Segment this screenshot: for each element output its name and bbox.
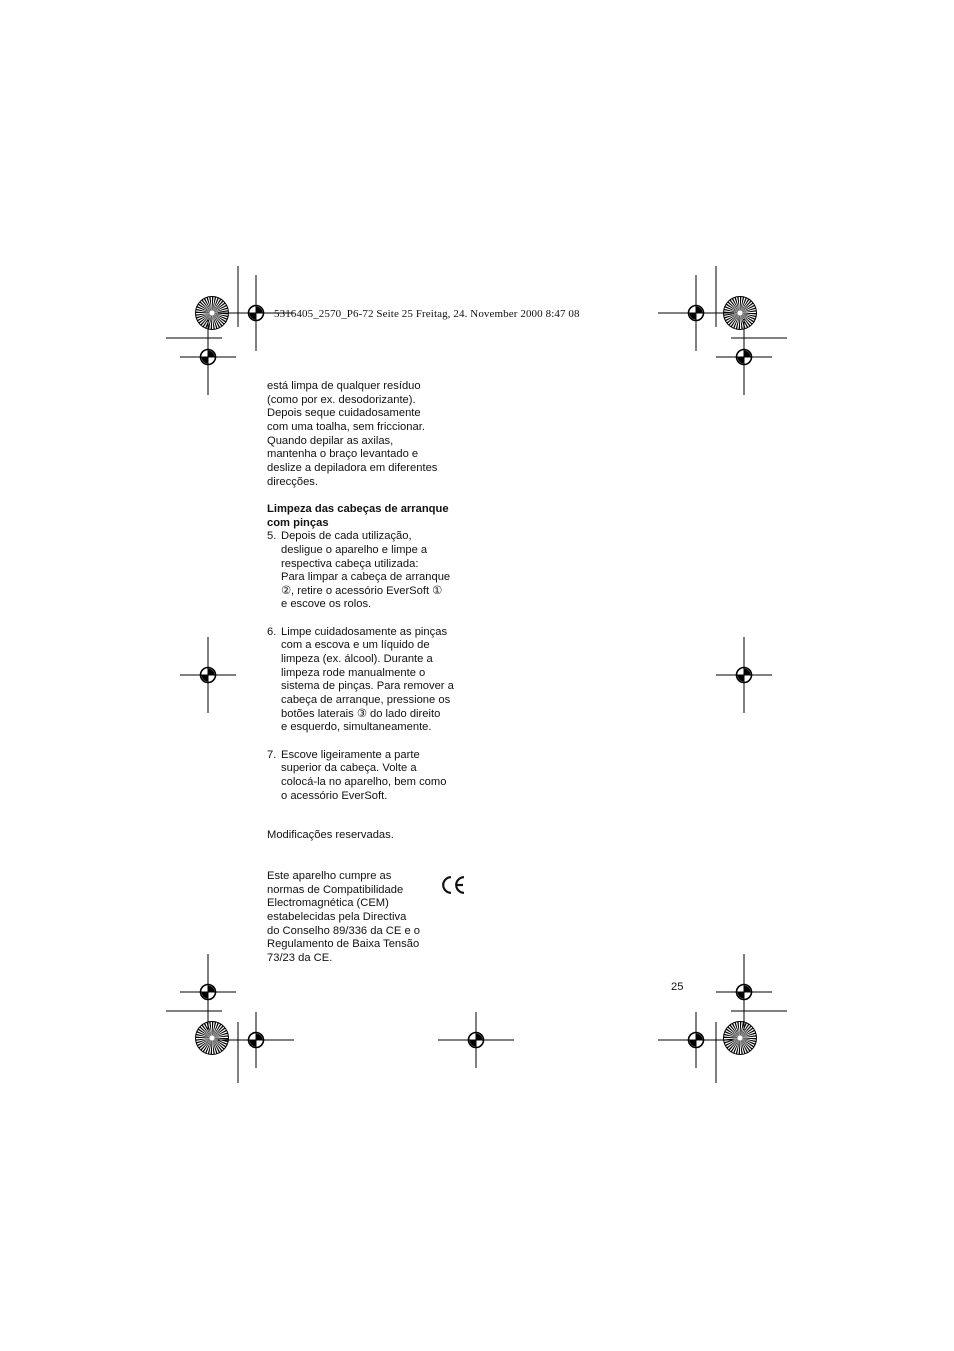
text-line: deslize a depiladora em diferentes (267, 461, 438, 474)
section-heading (267, 503, 467, 530)
text-line: e escove os rolos. (281, 598, 372, 611)
ce-conformity-icon (440, 874, 466, 901)
text-line: está limpa de qualquer resíduo (267, 380, 421, 392)
spacer (267, 735, 467, 749)
radial-star-target-icon (724, 1022, 757, 1055)
step-number: 7. (267, 748, 277, 761)
text-line: Depois de cada utilização, (281, 530, 412, 543)
step-number: 6. (267, 625, 277, 638)
step-item (267, 626, 467, 735)
crop-lines (166, 266, 787, 1083)
text-line: com a escova e um líquido de (281, 639, 430, 652)
radial-star-target-icon (196, 297, 229, 330)
text-line: Escove ligeiramente a parte (281, 748, 420, 761)
text-line: Electromagnética (CEM) (267, 897, 389, 910)
file-stamp: 5316405_2570_P6-72 Seite 25 Freitag, 24. November 2000 8:47 08 (274, 308, 580, 320)
text-line: direcções. (267, 475, 318, 488)
text-line: 73/23 da CE. (267, 951, 333, 964)
text-line: colocá-la no aparelho, bem como (281, 775, 447, 788)
text-line: Este aparelho cumpre as (267, 870, 392, 882)
heading-line: Limpeza das cabeças de arranque (267, 502, 449, 515)
spacer (267, 612, 467, 626)
cleaning-steps (267, 530, 467, 803)
text-line: sistema de pinças. Para remover a (281, 680, 454, 693)
text-line: e esquerdo, simultaneamente. (281, 721, 432, 734)
text-line: Para limpar a cabeça de arranque (281, 571, 451, 584)
crosshair-registration-icon (716, 637, 772, 713)
text-line: Quando depilar as axilas, (267, 434, 394, 447)
text-line: o acessório EverSoft. (281, 789, 388, 802)
text-line: desligue o aparelho e limpe a (281, 543, 428, 556)
crosshair-registration-icon (658, 1012, 734, 1068)
compliance-statement (267, 870, 442, 966)
text-line: Limpe cuidadosamente as pinças (281, 625, 448, 638)
text-line: Regulamento de Baixa Tensão (267, 938, 420, 951)
text-line: respectiva cabeça utilizada: (281, 557, 419, 570)
crosshair-registration-icon (658, 275, 734, 351)
main-column (267, 380, 467, 803)
crosshair-registration-icon (218, 1012, 294, 1068)
heading-line: com pinças (267, 516, 329, 529)
text-line: com uma toalha, sem friccionar. (267, 420, 425, 433)
text-line: estabelecidas pela Directiva (267, 910, 407, 923)
text-line: cabeça de arranque, pressione os (281, 694, 451, 707)
crosshair-registration-icon (438, 1012, 514, 1068)
crosshair-registration-icon (180, 954, 236, 1030)
text-line: do Conselho 89/336 da CE e o (267, 924, 421, 937)
text-line: limpeza (ex. álcool). Durante a (281, 653, 433, 666)
text-line: botões laterais ③ do lado direito (281, 707, 441, 720)
modifications-note: Modificações reservadas. (267, 829, 394, 841)
text-line: superior da cabeça. Volte a (281, 762, 417, 775)
text-line: limpeza rode manualmente o (281, 666, 426, 679)
step-item (267, 530, 467, 612)
step-item (267, 749, 467, 804)
text-line: normas de Compatibilidade (267, 883, 404, 896)
crosshair-registration-icon (180, 637, 236, 713)
page-number: 25 (671, 981, 684, 993)
text-line: Depois seque cuidadosamente (267, 407, 421, 420)
crosshair-registration-icon (716, 954, 772, 1030)
radial-star-target-icon (724, 297, 757, 330)
radial-star-target-icon (196, 1022, 229, 1055)
step-number: 5. (267, 530, 277, 543)
intro-paragraph (267, 380, 467, 489)
crosshair-registration-icon (716, 319, 772, 395)
text-line: (como por ex. desodorizante). (267, 393, 416, 406)
crosshair-registration-icon (180, 319, 236, 395)
text-line: ②, retire o acessório EverSoft ① (281, 584, 443, 597)
text-line: mantenha o braço levantado e (267, 448, 419, 461)
